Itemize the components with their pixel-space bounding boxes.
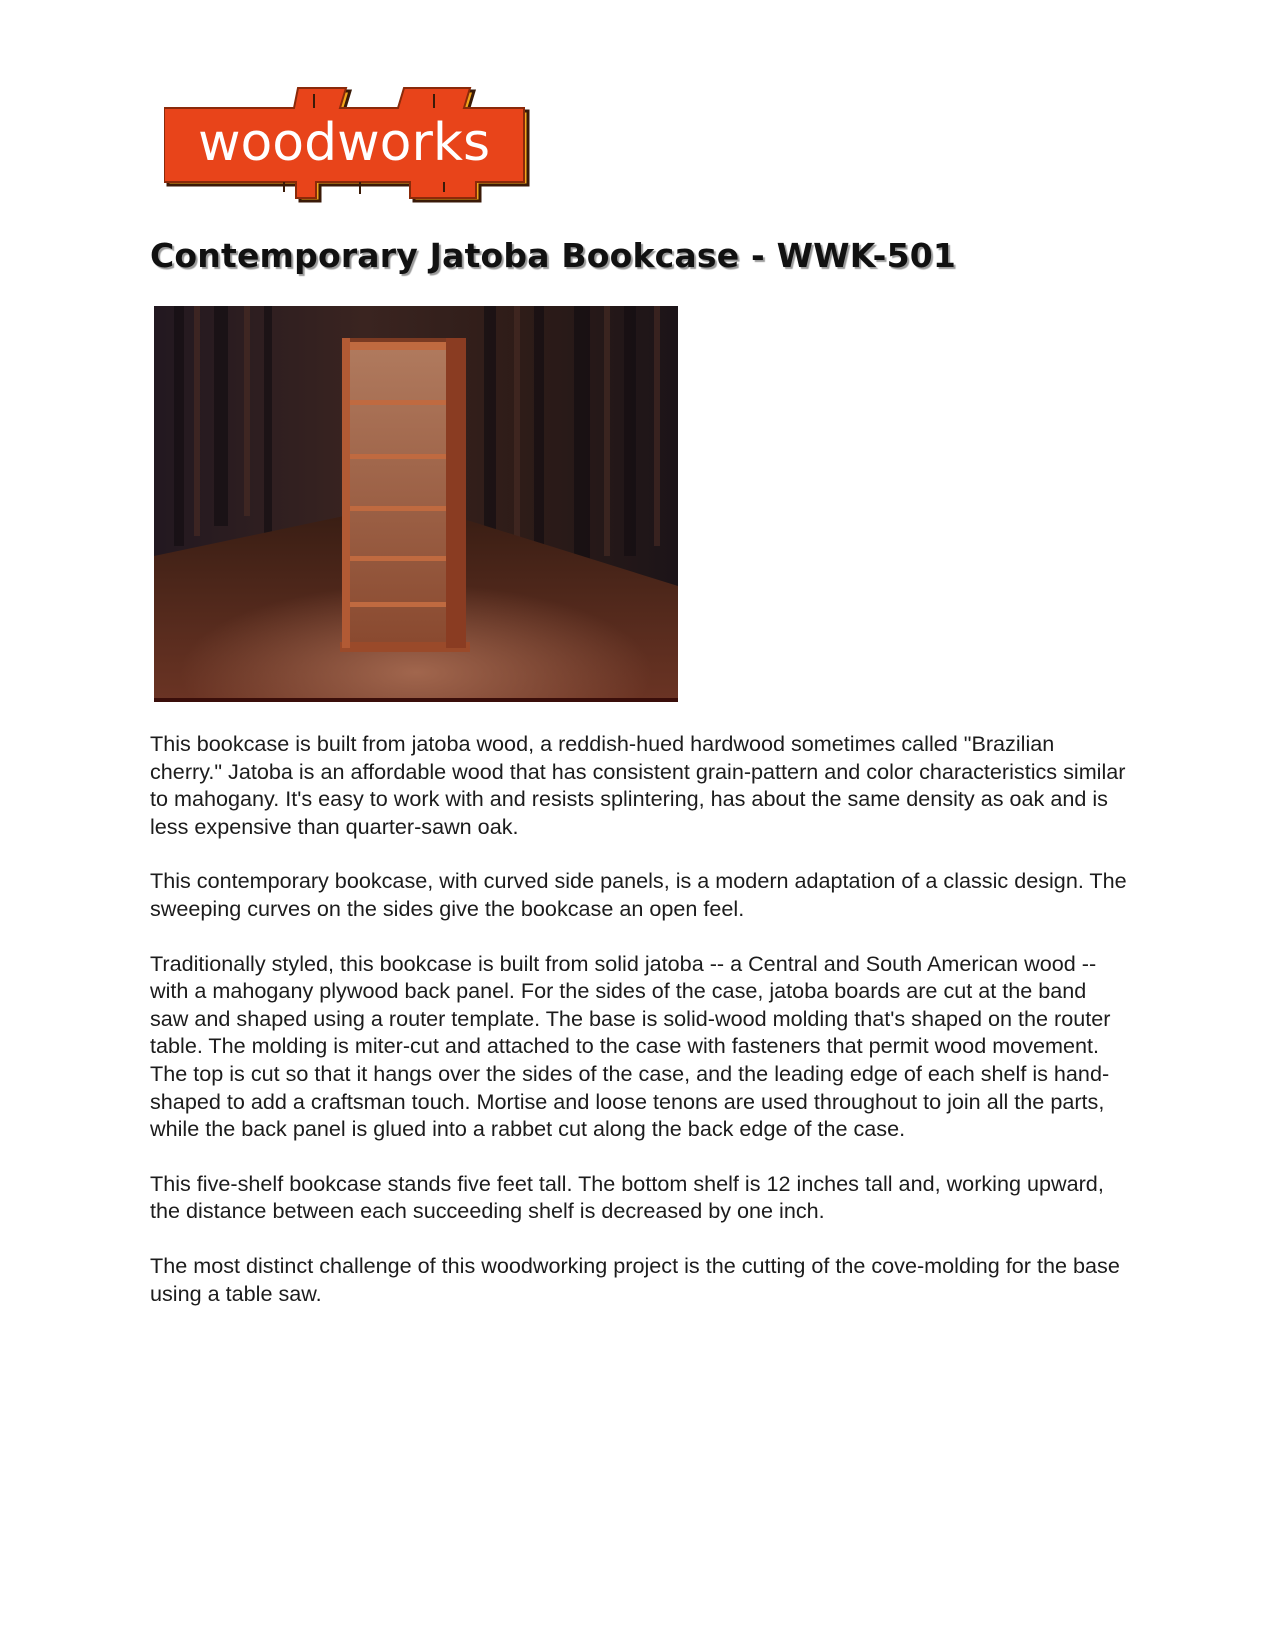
bookcase-photo bbox=[154, 306, 678, 702]
logo-wordmark: woodworks bbox=[197, 113, 491, 173]
paragraph: Traditionally styled, this bookcase is built from solid jatoba -- a Central and South American wood -- with a mahogany plywood back panel. For the sides of the case, jatoba boards are cut at the band saw and shaped using a router template. The base is solid-wood molding that's shaped on the router table. The molding is miter-cut and attached to the case with fasteners that permit wood movement. The top is cut so that it hangs over the sides of the case, and the leading edge of each shelf is hand-shaped to add a craftsman touch. Mortise and loose tenons are used throughout to join all the parts, while the back panel is glued into a rabbet cut along the back edge of the case. bbox=[150, 950, 1111, 1142]
page-title: Contemporary Jatoba Bookcase - WWK-501 bbox=[150, 236, 957, 275]
woodworks-logo bbox=[164, 86, 534, 206]
description bbox=[150, 730, 1130, 1334]
paragraph: The most distinct challenge of this woodworking project is the cutting of the cove-molding for the base using a table saw. bbox=[150, 1252, 1120, 1306]
paragraph: This five-shelf bookcase stands five feet tall. The bottom shelf is 12 inches tall and, working upward, the distance between each succeeding shelf is decreased by one inch. bbox=[150, 1170, 1104, 1224]
paragraph: This contemporary bookcase, with curved side panels, is a modern adaptation of a classic design. The sweeping curves on the sides give the bookcase an open feel. bbox=[150, 868, 1127, 921]
paragraph: This bookcase is built from jatoba wood, a reddish-hued hardwood sometimes called "Brazilian cherry." Jatoba is an affordable wood that has consistent grain-pattern and color characteristics similar to mahogany. It's easy to work with and resists splintering, has about the same density as oak and is less expensive than quarter-sawn oak. bbox=[150, 731, 1126, 839]
